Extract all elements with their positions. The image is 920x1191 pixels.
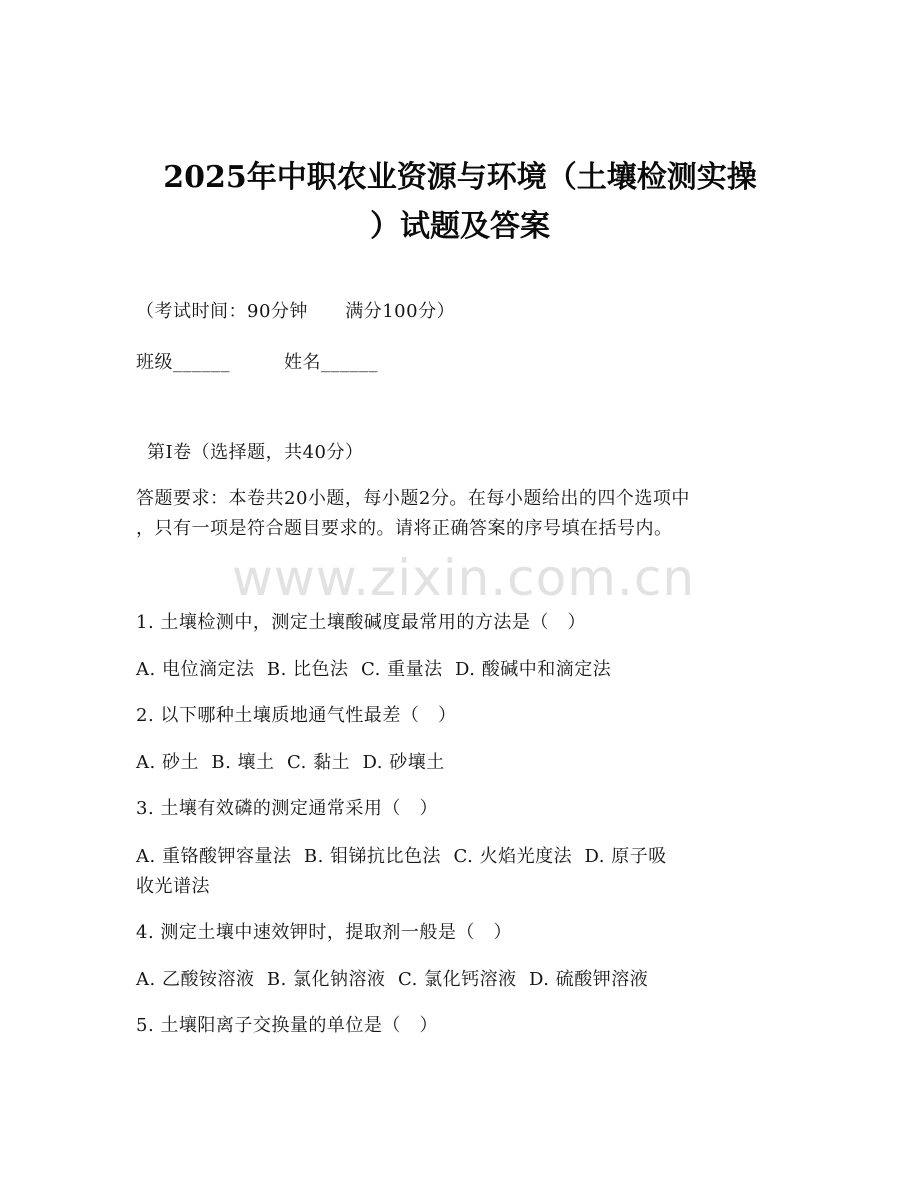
watermark: www.zixin.com.cn bbox=[232, 549, 696, 607]
question-4-options: A. 乙酸铵溶液 B. 氯化钠溶液 C. 氯化钙溶液 D. 硫酸钾溶液 bbox=[136, 969, 649, 990]
exam-info: （考试时间：90分钟 满分100分） bbox=[136, 301, 456, 322]
question-2-stem: 2. 以下哪种土壤质地通气性最差（ ） bbox=[136, 705, 457, 726]
question-3-options-line-2: 收光谱法 bbox=[136, 876, 210, 897]
name-field-label: 姓名______ bbox=[284, 352, 378, 373]
section-heading: 第I卷（选择题，共40分） bbox=[147, 442, 364, 463]
class-field-label: 班级______ bbox=[136, 352, 230, 373]
document-title-line-1: 2025年中职农业资源与环境（土壤检测实操 bbox=[163, 160, 757, 195]
question-3-stem: 3. 土壤有效磷的测定通常采用（ ） bbox=[136, 798, 439, 819]
question-2-options: A. 砂土 B. 壤土 C. 黏土 D. 砂壤土 bbox=[136, 752, 445, 773]
question-1-options: A. 电位滴定法 B. 比色法 C. 重量法 D. 酸碱中和滴定法 bbox=[136, 659, 612, 680]
question-5-stem: 5. 土壤阳离子交换量的单位是（ ） bbox=[136, 1015, 439, 1036]
question-4-stem: 4. 测定土壤中速效钾时，提取剂一般是（ ） bbox=[136, 922, 513, 943]
instructions-line-2: ，只有一项是符合题目要求的。请将正确答案的序号填在括号内。 bbox=[136, 518, 673, 539]
document-title-line-2: ）试题及答案 bbox=[370, 209, 550, 244]
student-info-row bbox=[136, 351, 378, 375]
instructions-line-1: 答题要求：本卷共20小题，每小题2分。在每小题给出的四个选项中 bbox=[136, 488, 690, 509]
question-1-stem: 1. 土壤检测中，测定土壤酸碱度最常用的方法是（ ） bbox=[136, 612, 587, 633]
question-3-options-line-1: A. 重铬酸钾容量法 B. 钼锑抗比色法 C. 火焰光度法 D. 原子吸 bbox=[136, 846, 667, 867]
